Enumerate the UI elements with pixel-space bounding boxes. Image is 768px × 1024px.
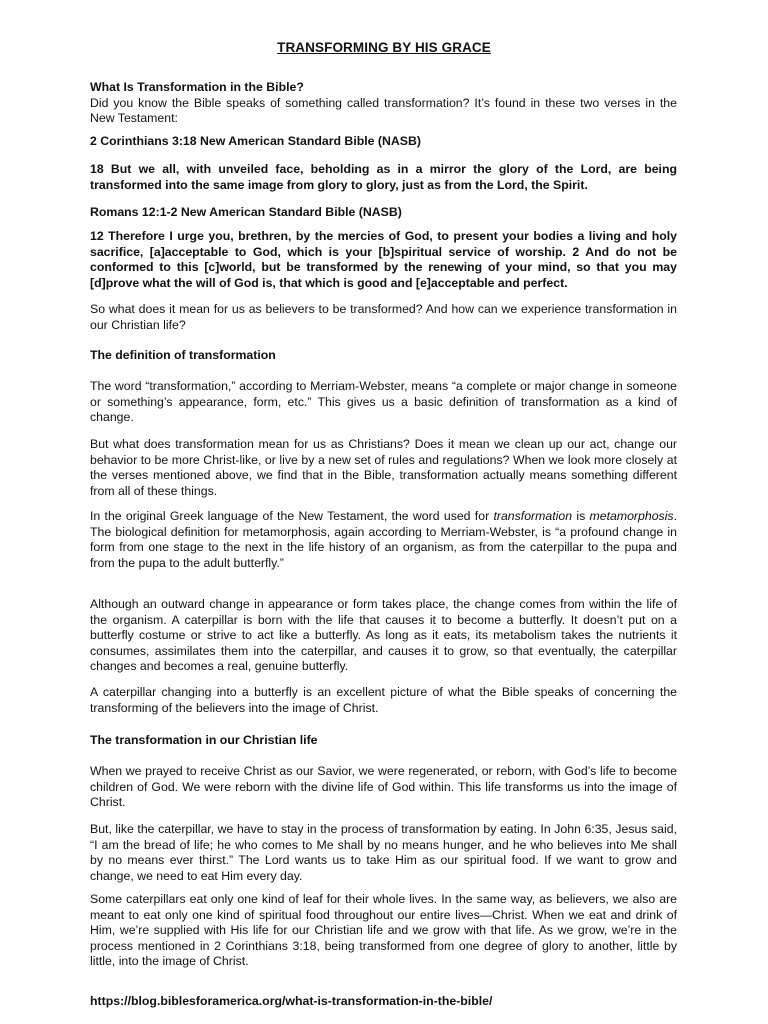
text-span: . The biological definition for metamorphosis, again according to Merriam-Webster, is “a profound change in form from one stage to the next in the life history of an organism, as from the caterpillar to the pupa and from the pupa to the adult butterfly.”	[90, 509, 677, 570]
scripture-verse: 18 But we all, with unveiled face, beholding as in a mirror the glory of the Lord, are being transformed into the same image from glory to glory, just as from the Lord, the Spirit.	[90, 162, 677, 192]
body-paragraph: A caterpillar changing into a butterfly is an excellent picture of what the Bible speaks of concerning the transforming of the believers into the image of Christ.	[90, 685, 677, 715]
body-paragraph: Although an outward change in appearance or form takes place, the change comes from within the life of the organism. A caterpillar is born with the life that causes it to become a butterfly. It doesn’t put on a butterfly costume or strive to act like a butterfly. As long as it eats, its metabolism takes the nutrients it consumes, assimilates them into the caterpillar, and causes it to grow, so that eventually, the caterpillar changes and becomes a real, genuine butterfly.	[90, 597, 677, 674]
source-url[interactable]: https://blog.biblesforamerica.org/what-is-transformation-in-the-bible/	[90, 994, 493, 1008]
body-paragraph: But, like the caterpillar, we have to stay in the process of transformation by eating. In John 6:35, Jesus said, “I am the bread of life; he who comes to Me shall by no means hunger, and he who believes into Me shall by no means ever thirst.” The Lord wants us to take Him as our spiritual food. If we want to grow and change, we need to eat Him every day.	[90, 822, 677, 883]
body-paragraph: The word “transformation,” according to Merriam-Webster, means “a complete or major change in someone or something’s appearance, form, etc.” This gives us a basic definition of transformation as a kind of change.	[90, 379, 677, 425]
scripture-verse: 12 Therefore I urge you, brethren, by the mercies of God, to present your bodies a living and holy sacrifice, [a]acceptable to God, which is your [b]spiritual service of worship. 2 And do not be conformed to this [c]world, but be transformed by the renewing of your mind, so that you may [d]prove what the will of God is, that which is good and [e]acceptable and perfect.	[90, 229, 677, 290]
scripture-reference: Romans 12:1-2 New American Standard Bible (NASB)	[90, 205, 402, 219]
italic-term: transformation	[493, 509, 573, 523]
body-paragraph: Some caterpillars eat only one kind of leaf for their whole lives. In the same way, as believers, we also are meant to eat only one kind of spiritual food throughout our entire lives—Christ. When we eat and drink of Him, we’re supplied with His life for our Christian life and we grow with that life. As we grow, we’re in the process mentioned in 2 Corinthians 3:18, being transformed from one degree of glory to another, little by little, into the image of Christ.	[90, 892, 677, 969]
body-paragraph	[90, 509, 677, 571]
section-heading: The definition of transformation	[90, 348, 276, 362]
text-span: In the original Greek language of the New Testament, the word used for	[90, 509, 494, 523]
question-paragraph: So what does it mean for us as believers to be transformed? And how can we experience transformation in our Christian life?	[90, 302, 677, 332]
scripture-reference: 2 Corinthians 3:18 New American Standard Bible (NASB)	[90, 134, 421, 148]
section-heading: The transformation in our Christian life	[90, 733, 318, 747]
section-heading: What Is Transformation in the Bible?	[90, 80, 304, 94]
intro-paragraph: Did you know the Bible speaks of something called transformation? It’s found in these two verses in the New Testament:	[90, 95, 677, 126]
italic-term: metamorphosis	[589, 509, 674, 523]
section-what-is-transformation	[90, 80, 677, 127]
body-paragraph: But what does transformation mean for us as Christians? Does it mean we clean up our act, change our behavior to be more Christ-like, or live by a new set of rules and regulations? When we look more closely at the verses mentioned above, we find that in the Bible, transformation actually means something different from all of these things.	[90, 437, 677, 498]
body-paragraph: When we prayed to receive Christ as our Savior, we were regenerated, or reborn, with God’s life to become children of God. We were reborn with the divine life of God within. This life transforms us into the image of Christ.	[90, 764, 677, 810]
text-span: is	[572, 509, 590, 523]
document-title: TRANSFORMING BY HIS GRACE	[277, 40, 491, 55]
